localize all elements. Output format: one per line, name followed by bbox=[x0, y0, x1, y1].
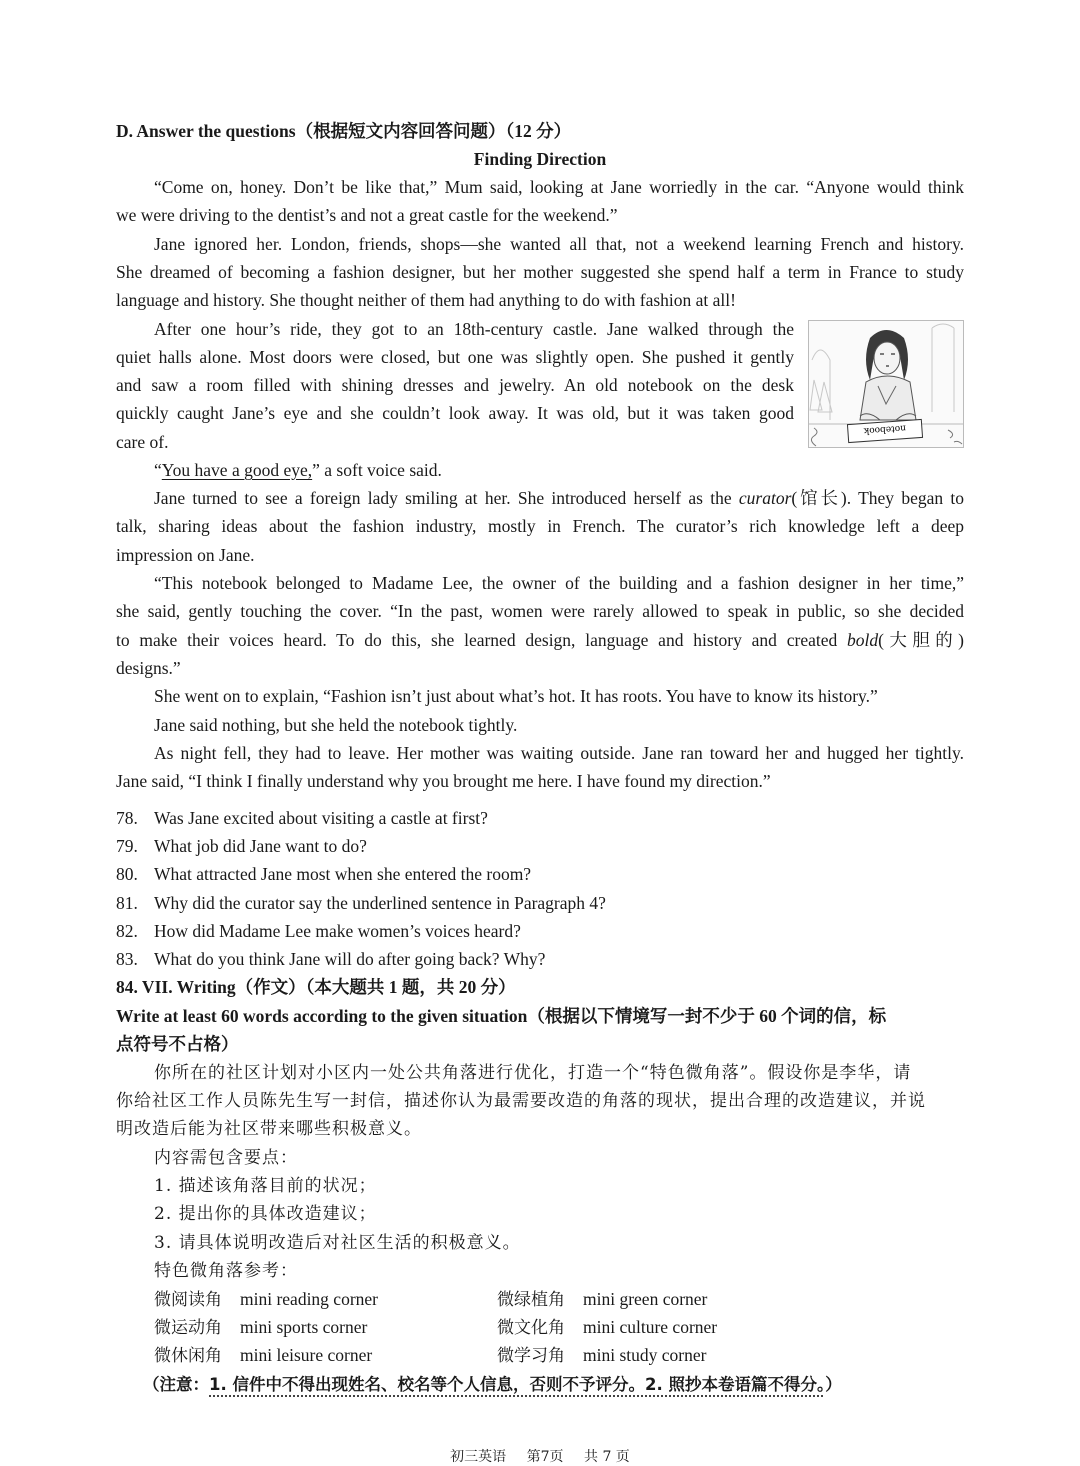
question-item bbox=[116, 860, 964, 888]
passage-line: language and history. She thought neither of them had anything to do with fashion at all! bbox=[116, 290, 736, 310]
reference-item bbox=[497, 1313, 717, 1342]
writing-instruction: 点符号不占格） bbox=[116, 1034, 239, 1054]
reference-cn: 微绿植角 bbox=[497, 1290, 565, 1310]
underlined-sentence: You have a good eye, bbox=[161, 460, 313, 480]
reference-intro: 特色微角落参考： bbox=[154, 1261, 298, 1281]
passage-line: “Come on, honey. Don’t be like that,” Mum said, looking at Jane worriedly in the car. “Anyone would think bbox=[154, 177, 964, 197]
passage-line: impression on Jane. bbox=[116, 545, 255, 565]
passage-line bbox=[116, 626, 964, 654]
reference-cn: 微休闲角 bbox=[154, 1346, 222, 1366]
question-number: 78. bbox=[116, 808, 138, 828]
notebook-label: notebook bbox=[863, 422, 907, 436]
footer-page-number: 第7页 bbox=[526, 1449, 564, 1465]
question-text: How did Madame Lee make women’s voices heard? bbox=[154, 921, 521, 941]
reference-cn: 微运动角 bbox=[154, 1318, 222, 1338]
reference-item bbox=[497, 1341, 706, 1370]
question-item bbox=[116, 945, 964, 973]
question-item bbox=[116, 804, 964, 832]
reference-en: mini culture corner bbox=[583, 1317, 718, 1337]
question-text: What do you think Jane will do after going back? Why? bbox=[154, 949, 546, 969]
reference-cn: 微文化角 bbox=[497, 1318, 565, 1338]
passage-line: “This notebook belonged to Madame Lee, the owner of the building and a fashion designer in her time,” bbox=[154, 573, 964, 593]
reference-item bbox=[154, 1285, 378, 1314]
passage-line: quickly caught Jane’s eye and she couldn’t look away. It was old, but it was taken good bbox=[116, 403, 794, 423]
reference-en: mini reading corner bbox=[240, 1289, 379, 1309]
reference-cn: 微阅读角 bbox=[154, 1290, 222, 1310]
passage-line: care of. bbox=[116, 432, 169, 452]
note-open: （注意： bbox=[143, 1375, 209, 1394]
text-segment: (馆长). They began to bbox=[791, 488, 964, 508]
reference-en: mini green corner bbox=[583, 1289, 708, 1309]
bold-word: bold bbox=[847, 630, 879, 650]
reference-item bbox=[154, 1341, 372, 1370]
note-body: 1. 信件中不得出现姓名、校名等个人信息，否则不予评分。2. 照抄本卷语篇不得分。 bbox=[209, 1375, 826, 1394]
reference-en: mini study corner bbox=[583, 1345, 707, 1365]
passage-line: She went on to explain, “Fashion isn’t just about what’s hot. It has roots. You have to know its history.” bbox=[154, 686, 878, 706]
question-item bbox=[116, 917, 964, 945]
text-segment: to make their voices heard. To do this, she learned design, language and history and created bbox=[116, 630, 848, 650]
question-text: What attracted Jane most when she entered the room? bbox=[154, 864, 532, 884]
passage-line: Jane said nothing, but she held the notebook tightly. bbox=[154, 715, 518, 735]
question-number: 81. bbox=[116, 893, 138, 913]
passage-line: As night fell, they had to leave. Her mother was waiting outside. Jane ran toward her and hugged her tightly. bbox=[154, 743, 964, 763]
underlined-sentence-line bbox=[154, 456, 964, 484]
content-point: 3. 请具体说明改造后对社区生活的积极意义。 bbox=[154, 1233, 521, 1253]
curator-word: curator bbox=[738, 488, 792, 508]
question-number: 79. bbox=[116, 836, 138, 856]
passage-line: we were driving to the dentist’s and not a great castle for the weekend.” bbox=[116, 205, 618, 225]
writing-instruction: Write at least 60 words according to the given situation（根据以下情境写一封不少于 60 个词的信，标 bbox=[116, 1006, 887, 1026]
passage-line: Jane said, “I think I finally understand why you brought me here. I have found my direction.” bbox=[116, 771, 771, 791]
points-intro: 内容需包含要点： bbox=[154, 1148, 298, 1168]
situation-paragraph: 你所在的社区计划对小区内一处公共角落进行优化，打造一个“特色微角落”。假设你是李华，请 bbox=[154, 1063, 912, 1083]
content-point: 1. 描述该角落目前的状况； bbox=[154, 1176, 377, 1196]
question-number: 82. bbox=[116, 921, 138, 941]
passage-line: After one hour’s ride, they got to an 18th-century castle. Jane walked through the bbox=[154, 319, 794, 339]
question-item bbox=[116, 889, 964, 917]
girl-with-notebook-illustration bbox=[808, 320, 964, 448]
content-point: 2. 提出你的具体改造建议； bbox=[154, 1204, 377, 1224]
note-close: ） bbox=[825, 1375, 842, 1394]
situation-paragraph: 明改造后能为社区带来哪些积极意义。 bbox=[116, 1119, 422, 1139]
page-footer bbox=[0, 1446, 1080, 1466]
reference-item bbox=[497, 1285, 707, 1314]
reference-cn: 微学习角 bbox=[497, 1346, 565, 1366]
question-number: 80. bbox=[116, 864, 138, 884]
passage-line: and saw a room filled with shining dresses and jewelry. An old notebook on the desk bbox=[116, 375, 794, 395]
reference-en: mini sports corner bbox=[240, 1317, 368, 1337]
writing-heading: 84. VII. Writing（作文）（本大题共 1 题，共 20 分） bbox=[116, 977, 516, 997]
passage-line bbox=[154, 484, 964, 512]
question-text: What job did Jane want to do? bbox=[154, 836, 367, 856]
question-text: Why did the curator say the underlined sentence in Paragraph 4? bbox=[154, 893, 606, 913]
passage-title: Finding Direction bbox=[473, 149, 607, 169]
question-item bbox=[116, 832, 964, 860]
passage-line: quiet halls alone. Most doors were closed, but one was slightly open. She pushed it gently bbox=[116, 347, 794, 367]
situation-paragraph: 你给社区工作人员陈先生写一封信，描述你认为最需要改造的角落的现状，提出合理的改造建议，并说 bbox=[116, 1091, 926, 1111]
footer-total-pages: 共 7 页 bbox=[584, 1449, 630, 1465]
text-segment: (大胆的) bbox=[878, 630, 964, 650]
footer-subject: 初三英语 bbox=[450, 1449, 507, 1465]
reference-item bbox=[154, 1313, 367, 1342]
reference-en: mini leisure corner bbox=[240, 1345, 373, 1365]
passage-line: talk, sharing ideas about the fashion industry, mostly in French. The curator’s rich knowledge left a deep bbox=[116, 516, 964, 536]
question-text: Was Jane excited about visiting a castle at first? bbox=[154, 808, 488, 828]
attention-note bbox=[143, 1371, 842, 1399]
question-number: 83. bbox=[116, 949, 138, 969]
quote-rest: ” a soft voice said. bbox=[312, 460, 442, 480]
passage-line: Jane ignored her. London, friends, shops—she wanted all that, not a weekend learning French and history. bbox=[154, 234, 964, 254]
passage-line: she said, gently touching the cover. “In the past, women were rarely allowed to speak in public, so she decided bbox=[116, 601, 964, 621]
quote-open: “ bbox=[154, 460, 162, 480]
section-d-heading: D. Answer the questions（根据短文内容回答问题）（12 分） bbox=[116, 121, 572, 141]
text-segment: Jane turned to see a foreign lady smiling at her. She introduced herself as the bbox=[154, 488, 739, 508]
passage-line: designs.” bbox=[116, 658, 181, 678]
passage-line: She dreamed of becoming a fashion designer, but her mother suggested she spend half a term in France to study bbox=[116, 262, 964, 282]
